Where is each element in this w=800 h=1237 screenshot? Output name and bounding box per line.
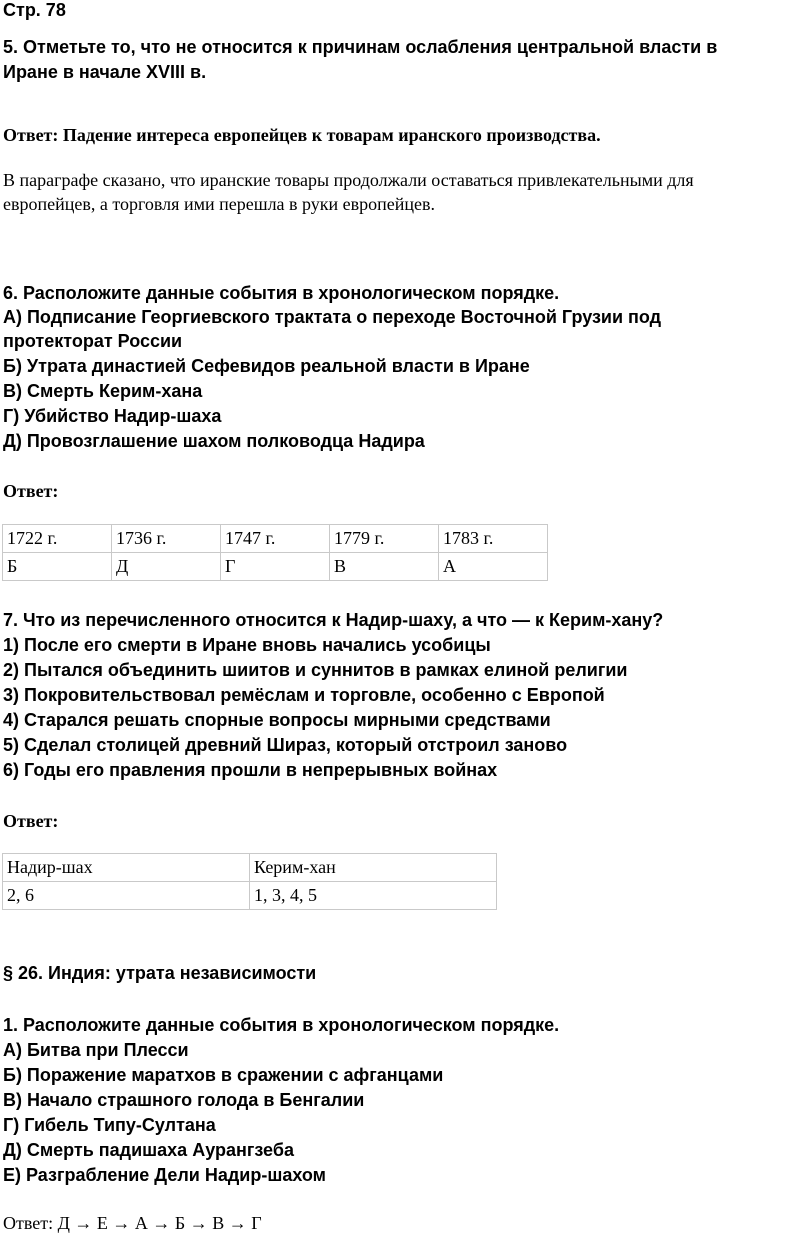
q7-line: 7. Что из перечисленного относится к Надир-шаху, а что — к Керим-хану? [3, 610, 664, 630]
header-cell: Керим-хан [250, 854, 497, 882]
q5-answer: Ответ: Падение интереса европейцев к товарам иранского производства. [3, 125, 601, 145]
year-cell: 1747 г. [221, 525, 330, 553]
year-cell: 1779 г. [330, 525, 439, 553]
s26-q1-line: Е) Разграбление Дели Надир-шахом [3, 1165, 326, 1185]
table-row [3, 525, 548, 553]
header-cell: Надир-шах [3, 854, 250, 882]
q7-line: 4) Старался решать спорные вопросы мирными средствами [3, 710, 551, 730]
q6-line: В) Смерть Керим-хана [3, 381, 203, 401]
q7-line: 3) Покровительствовал ремёслам и торговле, особенно с Европой [3, 685, 605, 705]
q7-answer-table [2, 853, 497, 910]
page-header: Стр. 78 [3, 0, 66, 20]
q6-answer-table [2, 524, 548, 581]
q7-line: 1) После его смерти в Иране вновь начались усобицы [3, 635, 491, 655]
s26-q1-line: Г) Гибель Типу-Султана [3, 1115, 216, 1135]
q6-line: Д) Провозглашение шахом полководца Надира [3, 431, 425, 451]
section-title: § 26. Индия: утрата независимости [3, 963, 317, 983]
s26-q1-line: Б) Поражение маратхов в сражении с афганцами [3, 1065, 444, 1085]
q5-question-line1: 5. Отметьте то, что не относится к причинам ослабления центральной власти в [3, 37, 718, 57]
letter-cell: Д [112, 553, 221, 581]
q6-line: 6. Расположите данные события в хронологическом порядке. [3, 283, 560, 303]
q6-answer-label: Ответ: [3, 481, 59, 501]
letter-cell: Г [221, 553, 330, 581]
table-row [3, 553, 548, 581]
q7-answer-label: Ответ: [3, 811, 59, 831]
q5-question-line2: Иране в начале XVIII в. [3, 62, 207, 82]
year-cell: 1783 г. [439, 525, 548, 553]
q5-explanation-line1: В параграфе сказано, что иранские товары продолжали оставаться привлекательными для [3, 170, 694, 190]
q6-line: Б) Утрата династией Сефевидов реальной власти в Иране [3, 356, 530, 376]
value-cell: 1, 3, 4, 5 [250, 882, 497, 910]
year-cell: 1736 г. [112, 525, 221, 553]
q7-line: 5) Сделал столицей древний Шираз, который отстроил заново [3, 735, 568, 755]
table-row [3, 882, 497, 910]
q7-line: 6) Годы его правления прошли в непрерывных войнах [3, 760, 498, 780]
year-cell: 1722 г. [3, 525, 112, 553]
s26-q1-answer: Ответ: Д → Е → А → Б → В → Г [3, 1213, 262, 1233]
q5-explanation-line2: европейцев, а торговля ими перешла в руки европейцев. [3, 194, 436, 214]
value-cell: 2, 6 [3, 882, 250, 910]
table-row [3, 854, 497, 882]
q6-line: Г) Убийство Надир-шаха [3, 406, 222, 426]
q7-line: 2) Пытался объединить шиитов и суннитов в рамках елиной религии [3, 660, 628, 680]
letter-cell: А [439, 553, 548, 581]
s26-q1-line: 1. Расположите данные события в хронологическом порядке. [3, 1015, 560, 1035]
q6-line: протекторат России [3, 331, 183, 351]
s26-q1-line: А) Битва при Плесси [3, 1040, 189, 1060]
s26-q1-line: Д) Смерть падишаха Аурангзеба [3, 1140, 294, 1160]
letter-cell: Б [3, 553, 112, 581]
s26-q1-line: В) Начало страшного голода в Бенгалии [3, 1090, 365, 1110]
q6-line: А) Подписание Георгиевского трактата о переходе Восточной Грузии под [3, 307, 662, 327]
letter-cell: В [330, 553, 439, 581]
